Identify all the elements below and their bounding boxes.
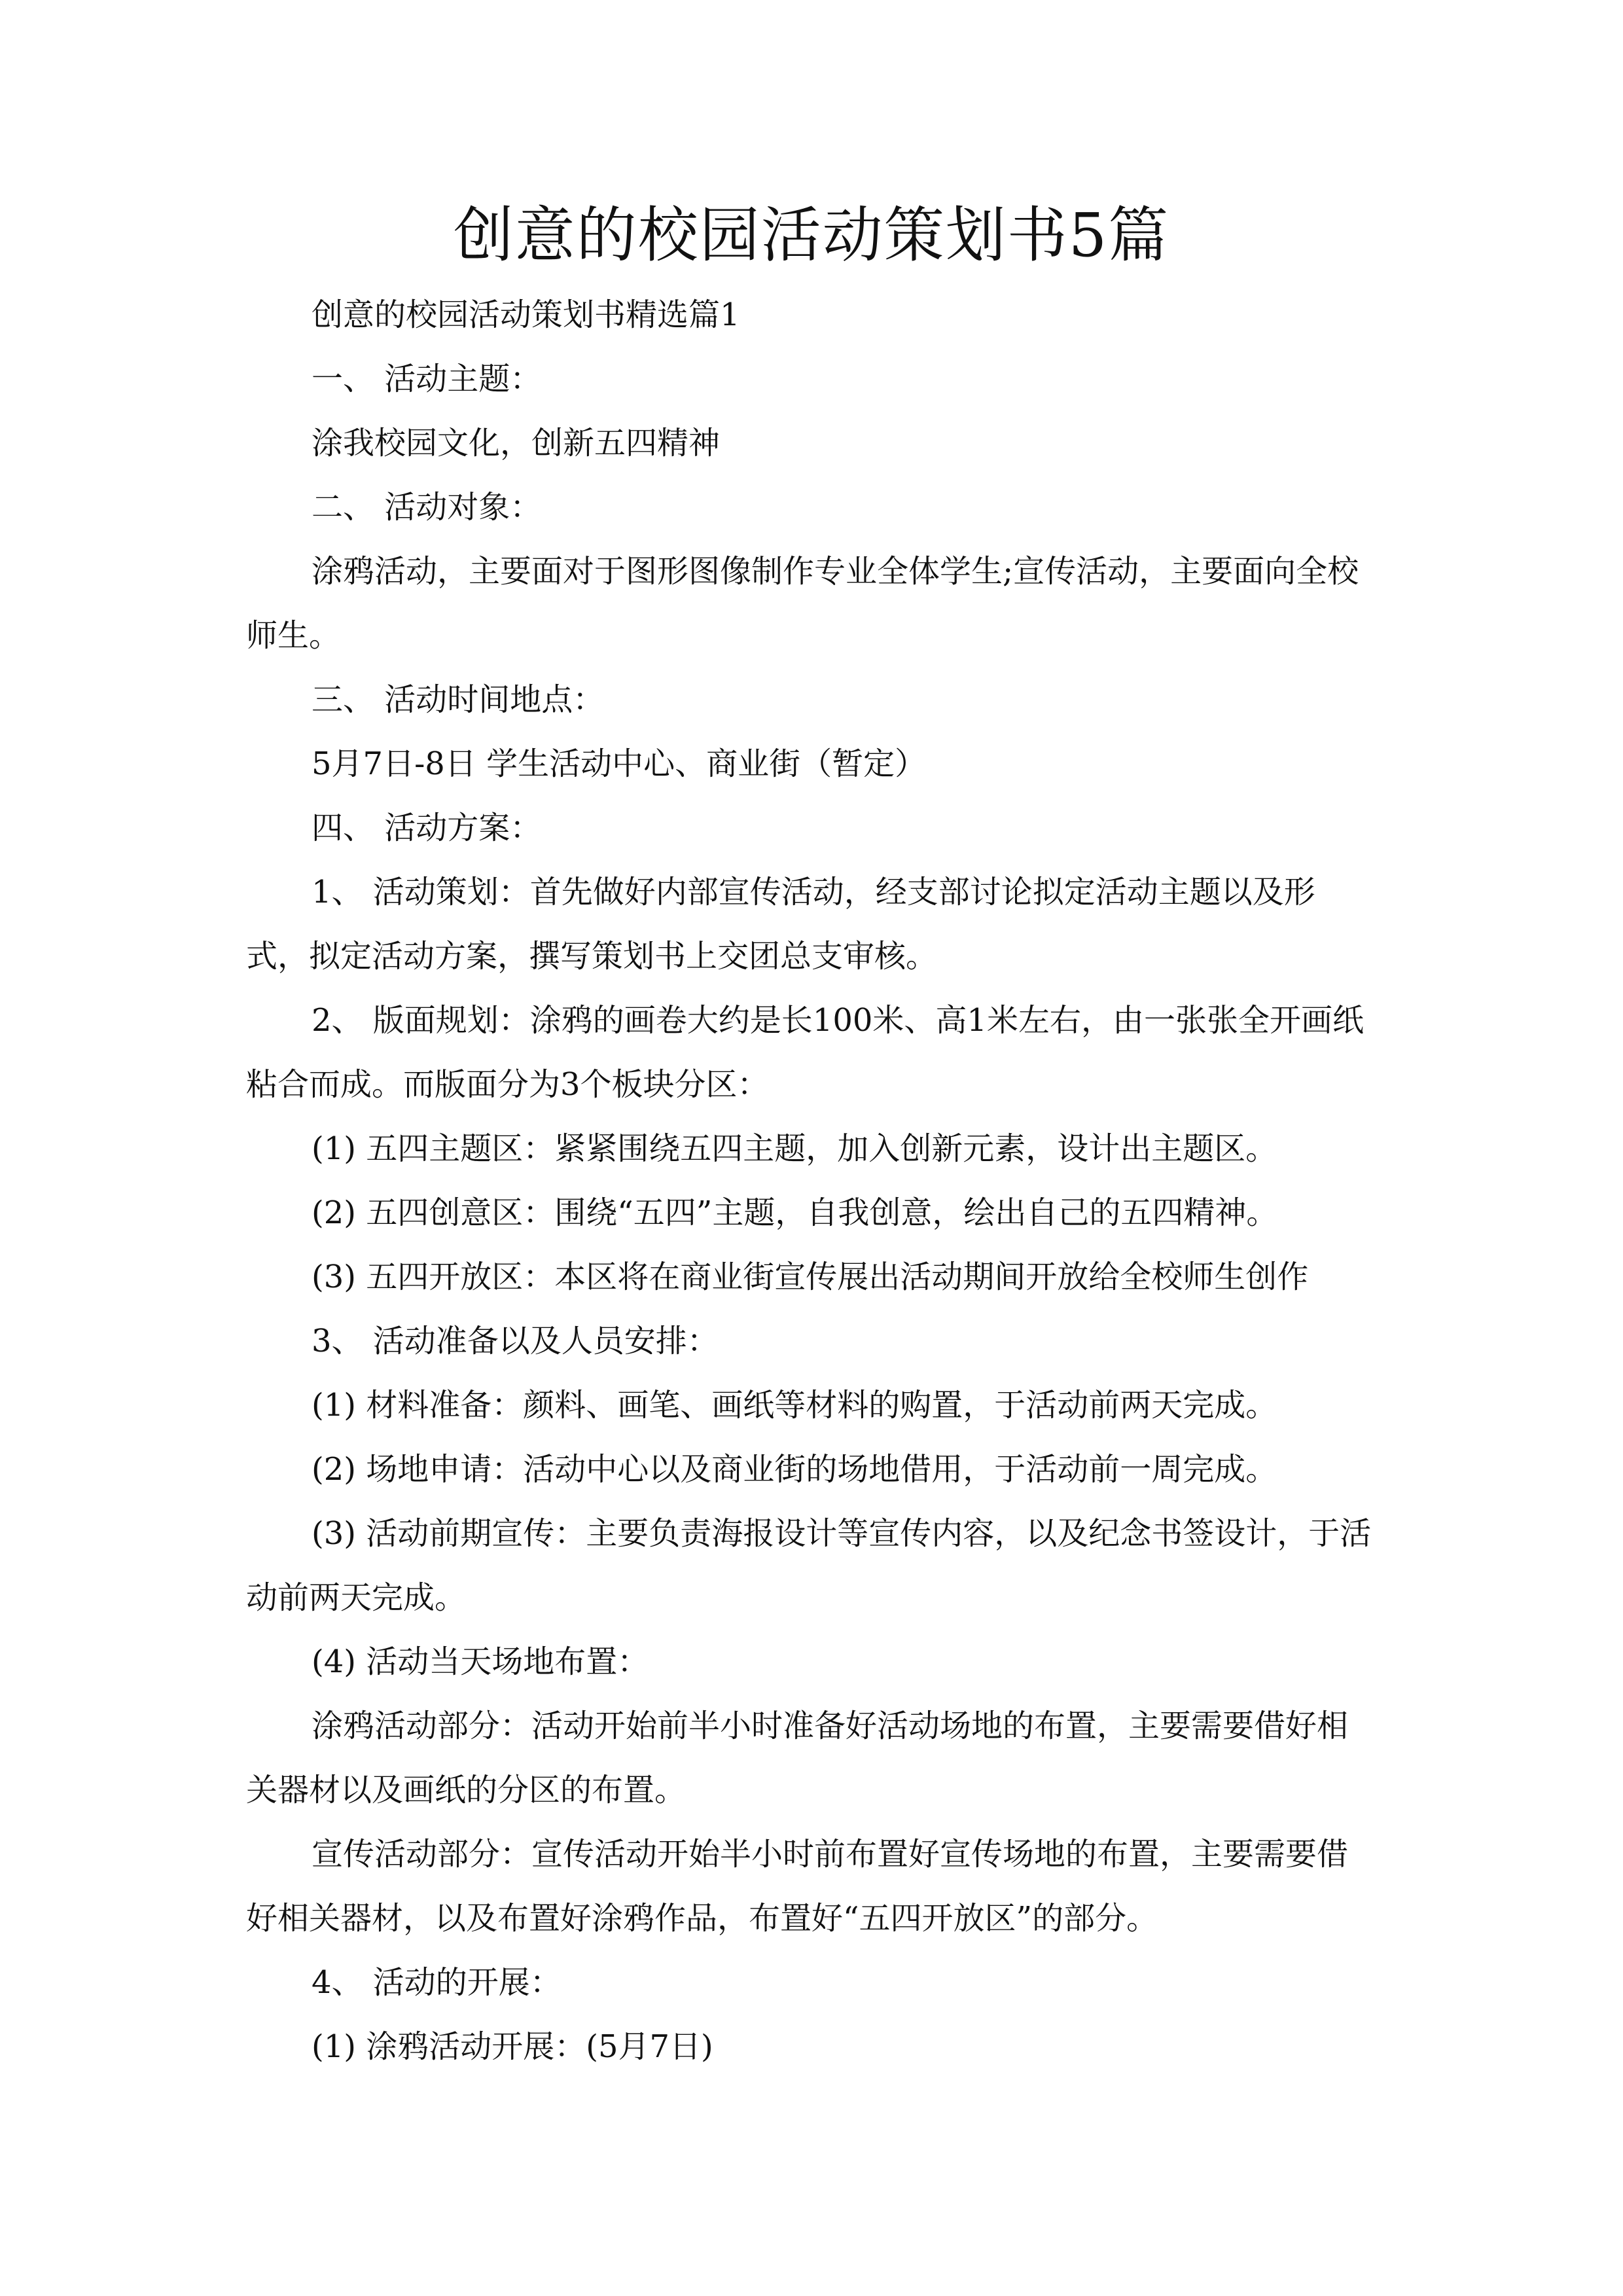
paragraph-target: 涂鸦活动，主要面对于图形图像制作专业全体学生;宣传活动，主要面向全校师生。 [246,553,1359,654]
document-body [246,283,1377,2079]
section-heading-theme: 一、 活动主题： [312,361,542,397]
paragraph-plan-3: 3、 活动准备以及人员安排： [312,1323,719,1359]
paragraph-prep-1: (1) 材料准备：颜料、画笔、画纸等材料的购置，于活动前两天完成。 [312,1387,1277,1424]
section-heading-plan: 四、 活动方案： [312,810,542,846]
section-heading-time-place: 三、 活动时间地点： [312,681,605,718]
section-heading-target: 二、 活动对象： [312,489,542,526]
paragraph-plan-2: 2、 版面规划：涂鸦的画卷大约是长100米、高1米左右，由一张张全开画纸粘合而成。而版面分为3个板块分区： [246,1002,1364,1103]
paragraph-plan-4: 4、 活动的开展： [312,1964,562,2001]
paragraph-zone-1: (1) 五四主题区：紧紧围绕五四主题，加入创新元素，设计出主题区。 [312,1130,1277,1167]
paragraph-theme: 涂我校园文化，创新五四精神 [312,425,721,461]
paragraph-time-place: 5月7日-8日 学生活动中心、商业街（暂定） [312,745,927,782]
paragraph-plan-1: 1、 活动策划：首先做好内部宣传活动，经支部讨论拟定活动主题以及形式，拟定活动方案，撰写策划书上交团总支审核。 [246,874,1315,975]
paragraph-graffiti-setup: 涂鸦活动部分：活动开始前半小时准备好活动场地的布置，主要需要借好相关器材以及画纸的分区的布置。 [246,1708,1349,1808]
paragraph-subtitle: 创意的校园活动策划书精选篇1 [312,296,740,333]
paragraph-prep-4: (4) 活动当天场地布置： [312,1643,649,1680]
paragraph-zone-2: (2) 五四创意区：围绕“五四”主题，自我创意，绘出自己的五四精神。 [312,1194,1278,1231]
paragraph-prep-2: (2) 场地申请：活动中心以及商业街的场地借用，于活动前一周完成。 [312,1451,1277,1488]
paragraph-activity-1: (1) 涂鸦活动开展：(5月7日) [312,2028,713,2065]
paragraph-prep-3: (3) 活动前期宣传：主要负责海报设计等宣传内容，以及纪念书签设计，于活动前两天完成。 [246,1515,1372,1616]
paragraph-zone-3: (3) 五四开放区：本区将在商业街宣传展出活动期间开放给全校师生创作 [312,1259,1309,1295]
paragraph-promo-setup: 宣传活动部分：宣传活动开始半小时前布置好宣传场地的布置，主要需要借好相关器材，以及布置好涂鸦作品，布置好“五四开放区”的部分。 [246,1836,1349,1937]
document-title: 创意的校园活动策划书5篇 [453,200,1170,270]
